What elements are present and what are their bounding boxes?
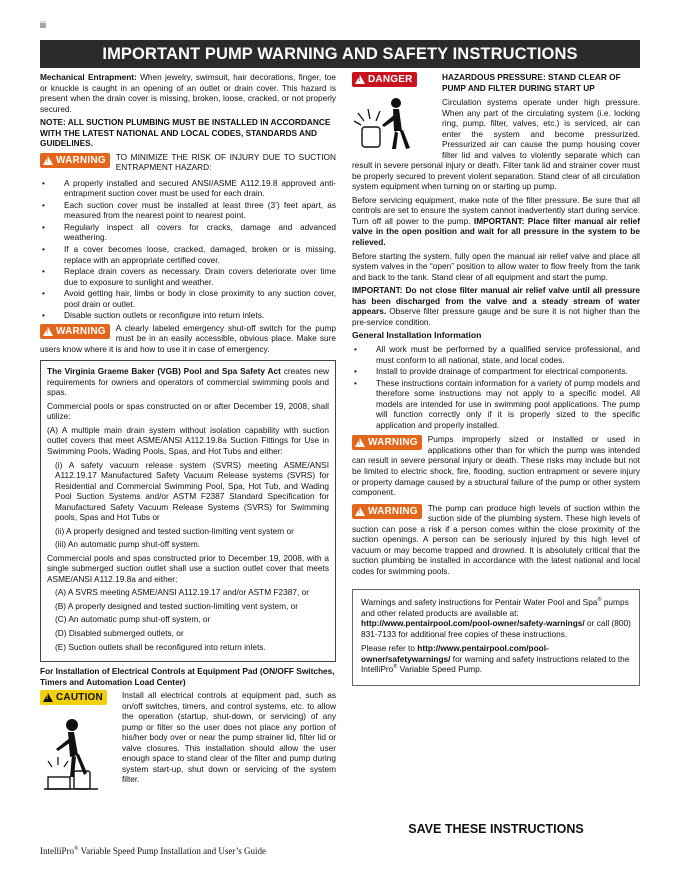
- warning-triangle-icon: !: [43, 156, 53, 165]
- safety-warnings-link[interactable]: http://www.pentairpool.com/pool-owner/safety-warnings/: [361, 618, 585, 629]
- warning-block-shutoff: [40, 323, 336, 358]
- caution-block: [40, 690, 336, 785]
- list-item: • If a cover becomes loose, cracked, damaged, broken or is missing, replace with an appropriate certified cover.: [40, 244, 336, 265]
- list-item: • Install to provide drainage of compartment for electrical components.: [352, 366, 640, 377]
- vgb-new-construction: Commercial pools or spas constructed on or after December 19, 2008, shall utilize:: [47, 400, 329, 422]
- electrical-controls-heading: For Installation of Electrical Controls at Equipment Pad (ON/OFF Switches, Timers and Automation Load Center): [40, 666, 335, 687]
- danger-text: Circulation systems operate under high pressure. When any part of the circulating system (i.e. locking ring, pump, filter, valves, etc.) is serviced, air can enter the system and become pressurized. Pressurized air can cause the pump housing cover filter lid and valves to violently separate which can result in severe personal injury or death. Filter tank lid and strainer cover must be properly secured to prevent violent separation. Stand clear of all circulation system equipment when turning on or starting up pump.: [352, 97, 640, 192]
- servicing-paragraph: Before servicing equipment, make note of the filter pressure. Be sure that all controls are set to ensure the system cannot inadvertently start during service. Turn off all power to the pump. IMPORTANT: Place filter manual air relief valve in the open position and wait for all pressure in the system to be relieved.: [352, 194, 640, 247]
- warning-sizing-text: Pumps improperly sized or installed or used in applications other than for which the pump was intended can result in severe personal injury or death. These risks may include but not be limited to electric shock, fire, flooding, suction entrapment or severe injury or property damage caused by a structural failure of the pump or other system component.: [352, 434, 640, 498]
- plumbing-note: NOTE: ALL SUCTION PLUMBING MUST BE INSTALLED IN ACCORDANCE WITH THE LATEST NATIONAL AND LOCAL CODES, STANDARDS AND GUIDELINES.: [40, 117, 331, 149]
- page-number: iii: [40, 20, 46, 30]
- warning-block-suction: [352, 503, 640, 580]
- list-item: (i) A safety vacuum release system (SVRS) meeting ASME/ANSI A112.19.17 Manufactured Safety Vacuum Release systems (SVRS) for Residential and Commercial Swimming Pool, Spa, Hot Tub, and Wading Pool Suction Systems and/or ASTM F2387 Standard Specification for Manufactured Safety Vacuum Release Systems (SVRS) for Swimming pools, Spas and Hot Tubs or: [55, 459, 329, 523]
- vgb-existing-construction: Commercial pools and spas constructed prior to December 19, 2008, with a single submerged suction outlet shall use a suction outlet cover that meets ASME/ANSI A112.19.8a and either:: [47, 552, 329, 584]
- warning-triangle-icon: !: [355, 438, 365, 447]
- mechanical-entrapment-lead: Mechanical Entrapment:: [40, 72, 137, 82]
- list-item: • Avoid getting hair, limbs or body in close proximity to any suction cover, pool drain or outlet.: [40, 288, 336, 309]
- list-item: (B) A properly designed and tested suction-limiting vent system, or: [55, 600, 299, 611]
- vgb-intro: The Virginia Graeme Baker (VGB) Pool and Spa Safety Act creates new requirements for owners and operators of commercial swimming pools and spas.: [47, 366, 330, 398]
- info-paragraph-1: Warnings and safety instructions for Pentair Water Pool and Spa® pumps and other related products are available at: http://www.pentairpool.com/pool-owner/safety-warnings/ or call (800) 831-7133 for additional free copies of these instructions.: [361, 597, 631, 639]
- save-instructions: SAVE THESE INSTRUCTIONS: [408, 822, 584, 836]
- important-bold: IMPORTANT: Do not close filter manual air relief valve until all pressure has been discharged from the valve and a steady stream of water appears.: [352, 285, 640, 317]
- vgb-lead: The Virginia Graeme Baker (VGB) Pool and Spa Safety Act: [47, 366, 281, 377]
- warning-badge: ! WARNING: [40, 153, 110, 168]
- warning-triangle-icon: !: [355, 507, 365, 516]
- general-installation-list: [352, 344, 640, 430]
- danger-triangle-icon: !: [355, 75, 365, 84]
- caution-triangle-icon: !: [43, 693, 53, 702]
- list-item: • Disable suction outlets or reconfigure into return inlets.: [40, 310, 336, 321]
- list-item: (D) Disabled submerged outlets, or: [55, 627, 184, 638]
- vgb-option-a: (A) A multiple main drain system without isolation capability with suction outlet covers that meet ASME/ANSI A112.19.8a Suction Fittings for Use in Swimming Pools, Wading Pools, Spas, and Hot Tubs and either:: [47, 424, 329, 456]
- caution-left: [40, 690, 118, 822]
- warning-suction-text: The pump can produce high levels of suction within the suction side of the plumbing system. These high levels of suction can pose a risk if a person comes within the close proximity of the suction openings. A person can be seriously injured by this high level of vacuum or may become trapped and drowned. It is absolutely critical that the suction plumbing be installed in accordance with the latest national and local codes for swimming pools.: [352, 502, 640, 576]
- list-item: (iii) An automatic pump shut-off system.: [55, 539, 201, 550]
- vgb-option-a-list: [47, 460, 329, 550]
- info-paragraph-2: Please refer to http://www.pentairpool.com/pool-owner/safetywarnings/ for warning and safety instructions related to the IntelliPro® Variable Speed Pump.: [361, 643, 630, 675]
- warning-block-sizing: [352, 434, 640, 500]
- footer: IntelliPro® Variable Speed Pump Installation and User’s Guide: [40, 846, 266, 856]
- list-item: (E) Suction outlets shall be reconfigured into return inlets.: [55, 641, 266, 652]
- mechanical-entrapment-paragraph: [40, 72, 336, 114]
- danger-heading: HAZARDOUS PRESSURE: STAND CLEAR OF PUMP AND FILTER DURING START UP: [442, 72, 621, 93]
- list-item: (A) A SVRS meeting ASME/ANSI A112.19.17 and/or ASTM F2387, or: [55, 587, 309, 598]
- warning-entrapment-text: TO MINIMIZE THE RISK OF INJURY DUE TO SUCTION ENTRAPMENT HAZARD:: [115, 151, 336, 173]
- list-item: • Each suction cover must be installed at least three (3’) feet apart, as measured from the nearest point to nearest point.: [40, 200, 336, 221]
- caution-text: Install all electrical controls at equipment pad, such as on/off switches, timers, and control systems, etc. to allow the operation (startup, shut-down, or servicing) of any pump or filter so the user does not place any portion of his/her body over or near the pump strainer lid, filter lid or valve closures. This installation should allow the user enough space to stand clear of the filter and pump during system start-up, shut down or servicing of the system filter.: [122, 690, 336, 785]
- list-item: • A properly installed and secured ANSI/ASME A112.19.8 approved anti-entrapment suction cover must be used for each drain.: [40, 178, 336, 199]
- caution-badge: ! CAUTION: [40, 690, 107, 705]
- mechanical-entrapment-text: When jewelry, swimsuit, hair decorations, finger, toe or knuckle is caught in an opening of an outlet or drain cover. This hazard is present when the drain cover is missing, broken, loose, cracked, or not properly secured.: [40, 72, 337, 114]
- general-installation-heading: General Installation Information: [352, 330, 482, 341]
- servicing-important: IMPORTANT: Place filter manual air relief valve in the open position and wait for all pressure in the system to be relieved.: [352, 215, 640, 247]
- danger-left: [352, 72, 436, 154]
- list-item: (ii) A properly designed and tested suction-limiting vent system or: [55, 525, 294, 536]
- left-column: [40, 72, 336, 822]
- important-paragraph: IMPORTANT: Do not close filter manual air relief valve until all pressure has been discharged from the valve and a steady stream of water appears. Observe filter pressure gauge and be sure it is not higher than the pre-service condition.: [352, 285, 640, 327]
- list-item: • All work must be performed by a qualified service professional, and must conform to all national, state, and local codes.: [352, 344, 640, 365]
- list-item: • Regularly inspect all covers for cracks, damage and advanced weathering.: [40, 222, 336, 243]
- warning-block-entrapment: [40, 152, 336, 176]
- pressure-burst-icon: [352, 91, 422, 151]
- person-at-equipment-pad-icon: [40, 711, 102, 803]
- warning-badge: ! WARNING: [352, 504, 422, 519]
- vgb-option-b-list: [47, 587, 329, 652]
- safetywarnings-link[interactable]: http://www.pentairpool.com/pool-owner/safetywarnings/: [361, 643, 549, 664]
- list-item: (C) An automatic pump shut-off system, or: [55, 614, 211, 625]
- warning-badge: ! WARNING: [40, 324, 110, 339]
- danger-badge: ! DANGER: [352, 72, 417, 87]
- entrapment-bullet-list: [40, 178, 336, 321]
- starting-paragraph: Before starting the system, fully open the manual air relief valve and place all system valves in the “open” position to allow water to flow freely from the tank and back to the tank. Stand clear of all equipment and start the pump.: [352, 250, 640, 282]
- warning-triangle-icon: !: [43, 327, 53, 336]
- list-item: • Replace drain covers as necessary. Drain covers deteriorate over time due to exposure to sunlight and weather.: [40, 266, 336, 287]
- vgb-act-box: [40, 360, 336, 662]
- right-column: [352, 72, 640, 686]
- page-title: IMPORTANT PUMP WARNING AND SAFETY INSTRUCTIONS: [40, 40, 640, 68]
- danger-block: [352, 72, 640, 195]
- warning-shutoff-text: A clearly labeled emergency shut-off switch for the pump must be in an easily accessible, obvious place. Make sure users know where it is and how to use it in case of emergency.: [40, 322, 336, 354]
- list-item: • These instructions contain information for a variety of pump models and therefore some instructions may not apply to a specific model. All models are intended for use in swimming pool applications. The pump will function correctly only if it is properly sized to the specific application and properly installed.: [352, 378, 640, 431]
- safety-info-box: [352, 589, 640, 686]
- warning-badge: ! WARNING: [352, 435, 422, 450]
